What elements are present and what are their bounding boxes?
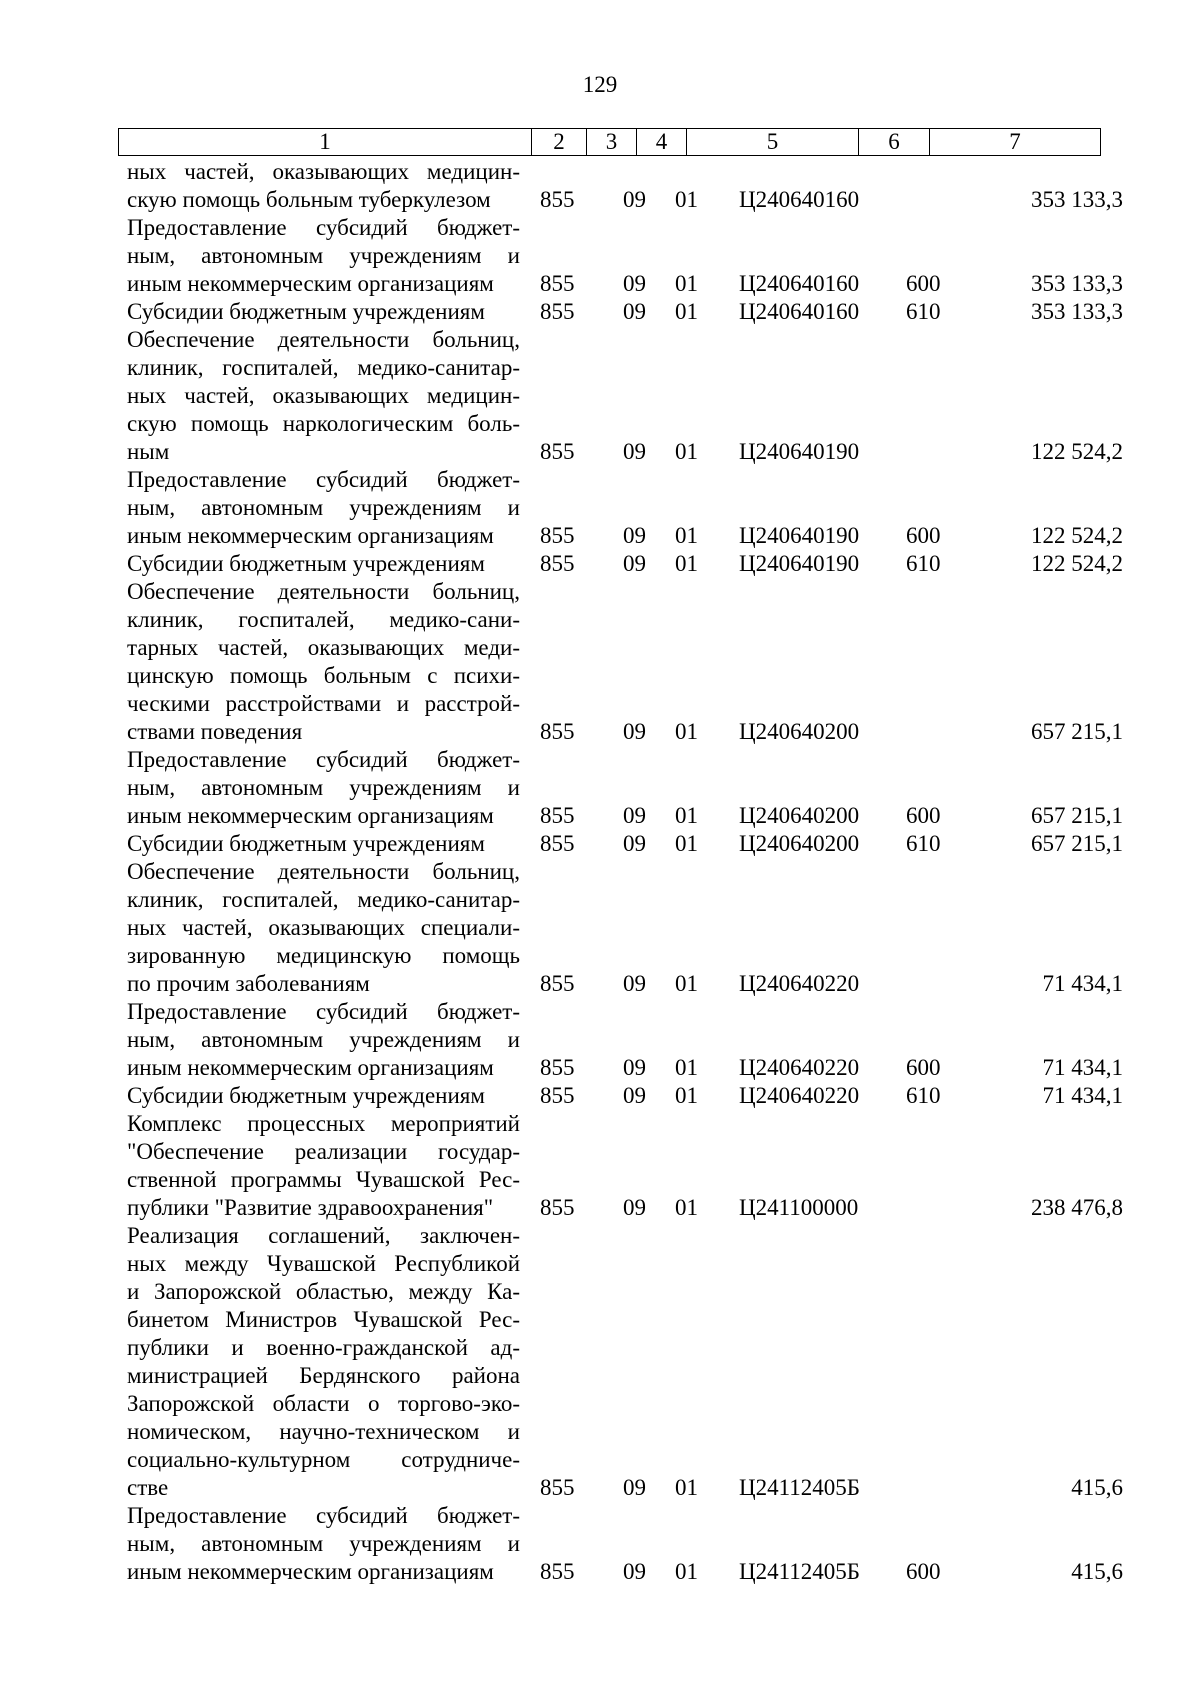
- section-code: 09: [623, 719, 646, 744]
- subsection-code: 01: [675, 1475, 698, 1500]
- target-article: Ц240640160: [739, 271, 860, 296]
- subsection-code: 01: [675, 1083, 698, 1108]
- section-code: 09: [623, 803, 646, 828]
- description-line: ных частей, оказывающих медицин-: [127, 383, 520, 408]
- section-code: 09: [623, 1083, 646, 1108]
- subsection-code: 01: [675, 719, 698, 744]
- description-line: Предоставление субсидий бюджет-: [127, 747, 520, 772]
- description-line: иным некоммерческим организациям: [127, 523, 494, 548]
- row-description: [127, 746, 520, 830]
- target-article: Ц241100000: [739, 1195, 859, 1220]
- row-description: [127, 466, 520, 550]
- expense-type: 600: [906, 803, 941, 828]
- description-line: ным, автономным учреждениям и: [127, 1027, 520, 1052]
- table-row: [0, 214, 1200, 298]
- subsection-code: 01: [675, 523, 698, 548]
- target-article: Ц240640190: [739, 523, 860, 548]
- description-line: иным некоммерческим организациям: [127, 803, 494, 828]
- target-article: Ц240640200: [739, 831, 860, 856]
- description-line: публики "Развитие здравоохранения": [127, 1195, 494, 1220]
- ministry-code: 855: [540, 1475, 575, 1500]
- description-line: скую помощь наркологическим боль-: [127, 411, 520, 436]
- row-description: [127, 298, 520, 326]
- header-col-7: 7: [929, 129, 1100, 155]
- amount: 71 434,1: [1042, 1055, 1123, 1080]
- section-code: 09: [623, 439, 646, 464]
- table-row: [0, 326, 1200, 466]
- ministry-code: 855: [540, 439, 575, 464]
- subsection-code: 01: [675, 299, 698, 324]
- description-line: ным, автономным учреждениям и: [127, 243, 520, 268]
- description-line: "Обеспечение реализации государ-: [127, 1139, 520, 1164]
- target-article: Ц240640220: [739, 971, 860, 996]
- subsection-code: 01: [675, 551, 698, 576]
- table-row: [0, 158, 1200, 214]
- amount: 122 524,2: [1031, 523, 1123, 548]
- description-line: Обеспечение деятельности больниц,: [127, 579, 520, 604]
- description-line: стве: [127, 1475, 169, 1500]
- ministry-code: 855: [540, 271, 575, 296]
- table-row: [0, 550, 1200, 578]
- table-row: [0, 1222, 1200, 1502]
- description-line: ных между Чувашской Республикой: [127, 1251, 520, 1276]
- description-line: Субсидии бюджетным учреждениям: [127, 551, 485, 576]
- description-line: ческими расстройствами и расстрой-: [127, 691, 520, 716]
- expense-type: 600: [906, 1559, 941, 1584]
- target-article: Ц240640220: [739, 1055, 860, 1080]
- description-line: клиник, госпиталей, медико-санитар-: [127, 355, 520, 380]
- row-description: [127, 1222, 520, 1502]
- amount: 122 524,2: [1031, 551, 1123, 576]
- amount: 415,6: [1071, 1475, 1123, 1500]
- table-row: [0, 578, 1200, 746]
- header-col-6: 6: [858, 129, 929, 155]
- table-row: [0, 1082, 1200, 1110]
- expense-type: 600: [906, 523, 941, 548]
- row-description: [127, 830, 520, 858]
- table-header: [118, 128, 1101, 156]
- section-code: 09: [623, 1195, 646, 1220]
- header-col-4: 4: [636, 129, 686, 155]
- header-col-3: 3: [586, 129, 636, 155]
- description-line: ным, автономным учреждениям и: [127, 1531, 520, 1556]
- description-line: Обеспечение деятельности больниц,: [127, 859, 520, 884]
- ministry-code: 855: [540, 187, 575, 212]
- amount: 353 133,3: [1031, 271, 1123, 296]
- target-article: Ц240640160: [739, 187, 860, 212]
- ministry-code: 855: [540, 1559, 575, 1584]
- section-code: 09: [623, 971, 646, 996]
- expense-type: 610: [906, 551, 941, 576]
- section-code: 09: [623, 299, 646, 324]
- section-code: 09: [623, 1055, 646, 1080]
- description-line: бинетом Министров Чувашской Рес-: [127, 1307, 520, 1332]
- description-line: Запорожской области о торгово-эко-: [127, 1391, 520, 1416]
- amount: 238 476,8: [1031, 1195, 1123, 1220]
- subsection-code: 01: [675, 1195, 698, 1220]
- description-line: ных частей, оказывающих специали-: [127, 915, 520, 940]
- table-row: [0, 1110, 1200, 1222]
- target-article: Ц240640190: [739, 439, 860, 464]
- row-description: [127, 998, 520, 1082]
- description-line: Обеспечение деятельности больниц,: [127, 327, 520, 352]
- row-description: [127, 326, 520, 466]
- subsection-code: 01: [675, 803, 698, 828]
- amount: 71 434,1: [1042, 971, 1123, 996]
- description-line: цинскую помощь больным с психи-: [127, 663, 520, 688]
- row-description: [127, 578, 520, 746]
- description-line: тарных частей, оказывающих меди-: [127, 635, 520, 660]
- amount: 657 215,1: [1031, 803, 1123, 828]
- subsection-code: 01: [675, 187, 698, 212]
- description-line: иным некоммерческим организациям: [127, 271, 494, 296]
- section-code: 09: [623, 187, 646, 212]
- description-line: клиник, госпиталей, медико-санитар-: [127, 887, 520, 912]
- section-code: 09: [623, 551, 646, 576]
- section-code: 09: [623, 1475, 646, 1500]
- row-description: [127, 1502, 520, 1586]
- target-article: Ц240640220: [739, 1083, 860, 1108]
- target-article: Ц240640200: [739, 719, 860, 744]
- subsection-code: 01: [675, 971, 698, 996]
- description-line: Предоставление субсидий бюджет-: [127, 1503, 520, 1528]
- target-article: Ц24112405Б: [739, 1559, 860, 1584]
- amount: 353 133,3: [1031, 299, 1123, 324]
- table-row: [0, 1502, 1200, 1586]
- header-col-1: 1: [319, 129, 331, 154]
- amount: 353 133,3: [1031, 187, 1123, 212]
- amount: 71 434,1: [1042, 1083, 1123, 1108]
- ministry-code: 855: [540, 831, 575, 856]
- row-description: [127, 214, 520, 298]
- ministry-code: 855: [540, 551, 575, 576]
- table-row: [0, 746, 1200, 830]
- description-line: Предоставление субсидий бюджет-: [127, 215, 520, 240]
- description-line: клиник, госпиталей, медико-сани-: [127, 607, 520, 632]
- description-line: иным некоммерческим организациям: [127, 1055, 494, 1080]
- header-col-5: 5: [686, 129, 858, 155]
- ministry-code: 855: [540, 299, 575, 324]
- subsection-code: 01: [675, 1559, 698, 1584]
- ministry-code: 855: [540, 719, 575, 744]
- description-line: Комплекс процессных мероприятий: [127, 1111, 520, 1136]
- description-line: Субсидии бюджетным учреждениям: [127, 299, 485, 324]
- subsection-code: 01: [675, 439, 698, 464]
- description-line: Субсидии бюджетным учреждениям: [127, 1083, 485, 1108]
- ministry-code: 855: [540, 803, 575, 828]
- description-line: скую помощь больным туберкулезом: [127, 187, 491, 212]
- description-line: ствами поведения: [127, 719, 303, 744]
- expense-type: 600: [906, 1055, 941, 1080]
- row-description: [127, 858, 520, 998]
- section-code: 09: [623, 831, 646, 856]
- target-article: Ц240640190: [739, 551, 860, 576]
- ministry-code: 855: [540, 1083, 575, 1108]
- row-description: [127, 550, 520, 578]
- ministry-code: 855: [540, 523, 575, 548]
- description-line: министрацией Бердянского района: [127, 1363, 520, 1388]
- description-line: Предоставление субсидий бюджет-: [127, 467, 520, 492]
- table-row: [0, 298, 1200, 326]
- description-line: ственной программы Чувашской Рес-: [127, 1167, 520, 1192]
- description-line: и Запорожской областью, между Ка-: [127, 1279, 520, 1304]
- description-line: публики и военно-гражданской ад-: [127, 1335, 520, 1360]
- target-article: Ц240640200: [739, 803, 860, 828]
- subsection-code: 01: [675, 831, 698, 856]
- description-line: ным, автономным учреждениям и: [127, 495, 520, 520]
- ministry-code: 855: [540, 1195, 575, 1220]
- description-line: ным: [127, 439, 170, 464]
- description-line: зированную медицинскую помощь: [127, 943, 520, 968]
- amount: 657 215,1: [1031, 831, 1123, 856]
- expense-type: 610: [906, 299, 941, 324]
- target-article: Ц240640160: [739, 299, 860, 324]
- description-line: ным, автономным учреждениям и: [127, 775, 520, 800]
- ministry-code: 855: [540, 971, 575, 996]
- subsection-code: 01: [675, 271, 698, 296]
- description-line: ных частей, оказывающих медицин-: [127, 159, 520, 184]
- table-row: [0, 998, 1200, 1082]
- description-line: иным некоммерческим организациям: [127, 1559, 494, 1584]
- amount: 415,6: [1071, 1559, 1123, 1584]
- table-body: [0, 158, 1200, 1586]
- expense-type: 610: [906, 831, 941, 856]
- description-line: номическом, научно-техническом и: [127, 1419, 520, 1444]
- page-number: 129: [582, 72, 618, 97]
- row-description: [127, 1082, 520, 1110]
- description-line: социально-культурном сотрудниче-: [127, 1447, 520, 1472]
- subsection-code: 01: [675, 1055, 698, 1080]
- description-line: Реализация соглашений, заключен-: [127, 1223, 520, 1248]
- target-article: Ц24112405Б: [739, 1475, 860, 1500]
- section-code: 09: [623, 271, 646, 296]
- table-row: [0, 830, 1200, 858]
- ministry-code: 855: [540, 1055, 575, 1080]
- row-description: [127, 158, 520, 214]
- amount: 657 215,1: [1031, 719, 1123, 744]
- section-code: 09: [623, 523, 646, 548]
- amount: 122 524,2: [1031, 439, 1123, 464]
- row-description: [127, 1110, 520, 1222]
- expense-type: 610: [906, 1083, 941, 1108]
- description-line: по прочим заболеваниям: [127, 971, 370, 996]
- expense-type: 600: [906, 271, 941, 296]
- description-line: Субсидии бюджетным учреждениям: [127, 831, 485, 856]
- table-row: [0, 858, 1200, 998]
- description-line: Предоставление субсидий бюджет-: [127, 999, 520, 1024]
- header-col-2: 2: [531, 129, 586, 155]
- section-code: 09: [623, 1559, 646, 1584]
- table-row: [0, 466, 1200, 550]
